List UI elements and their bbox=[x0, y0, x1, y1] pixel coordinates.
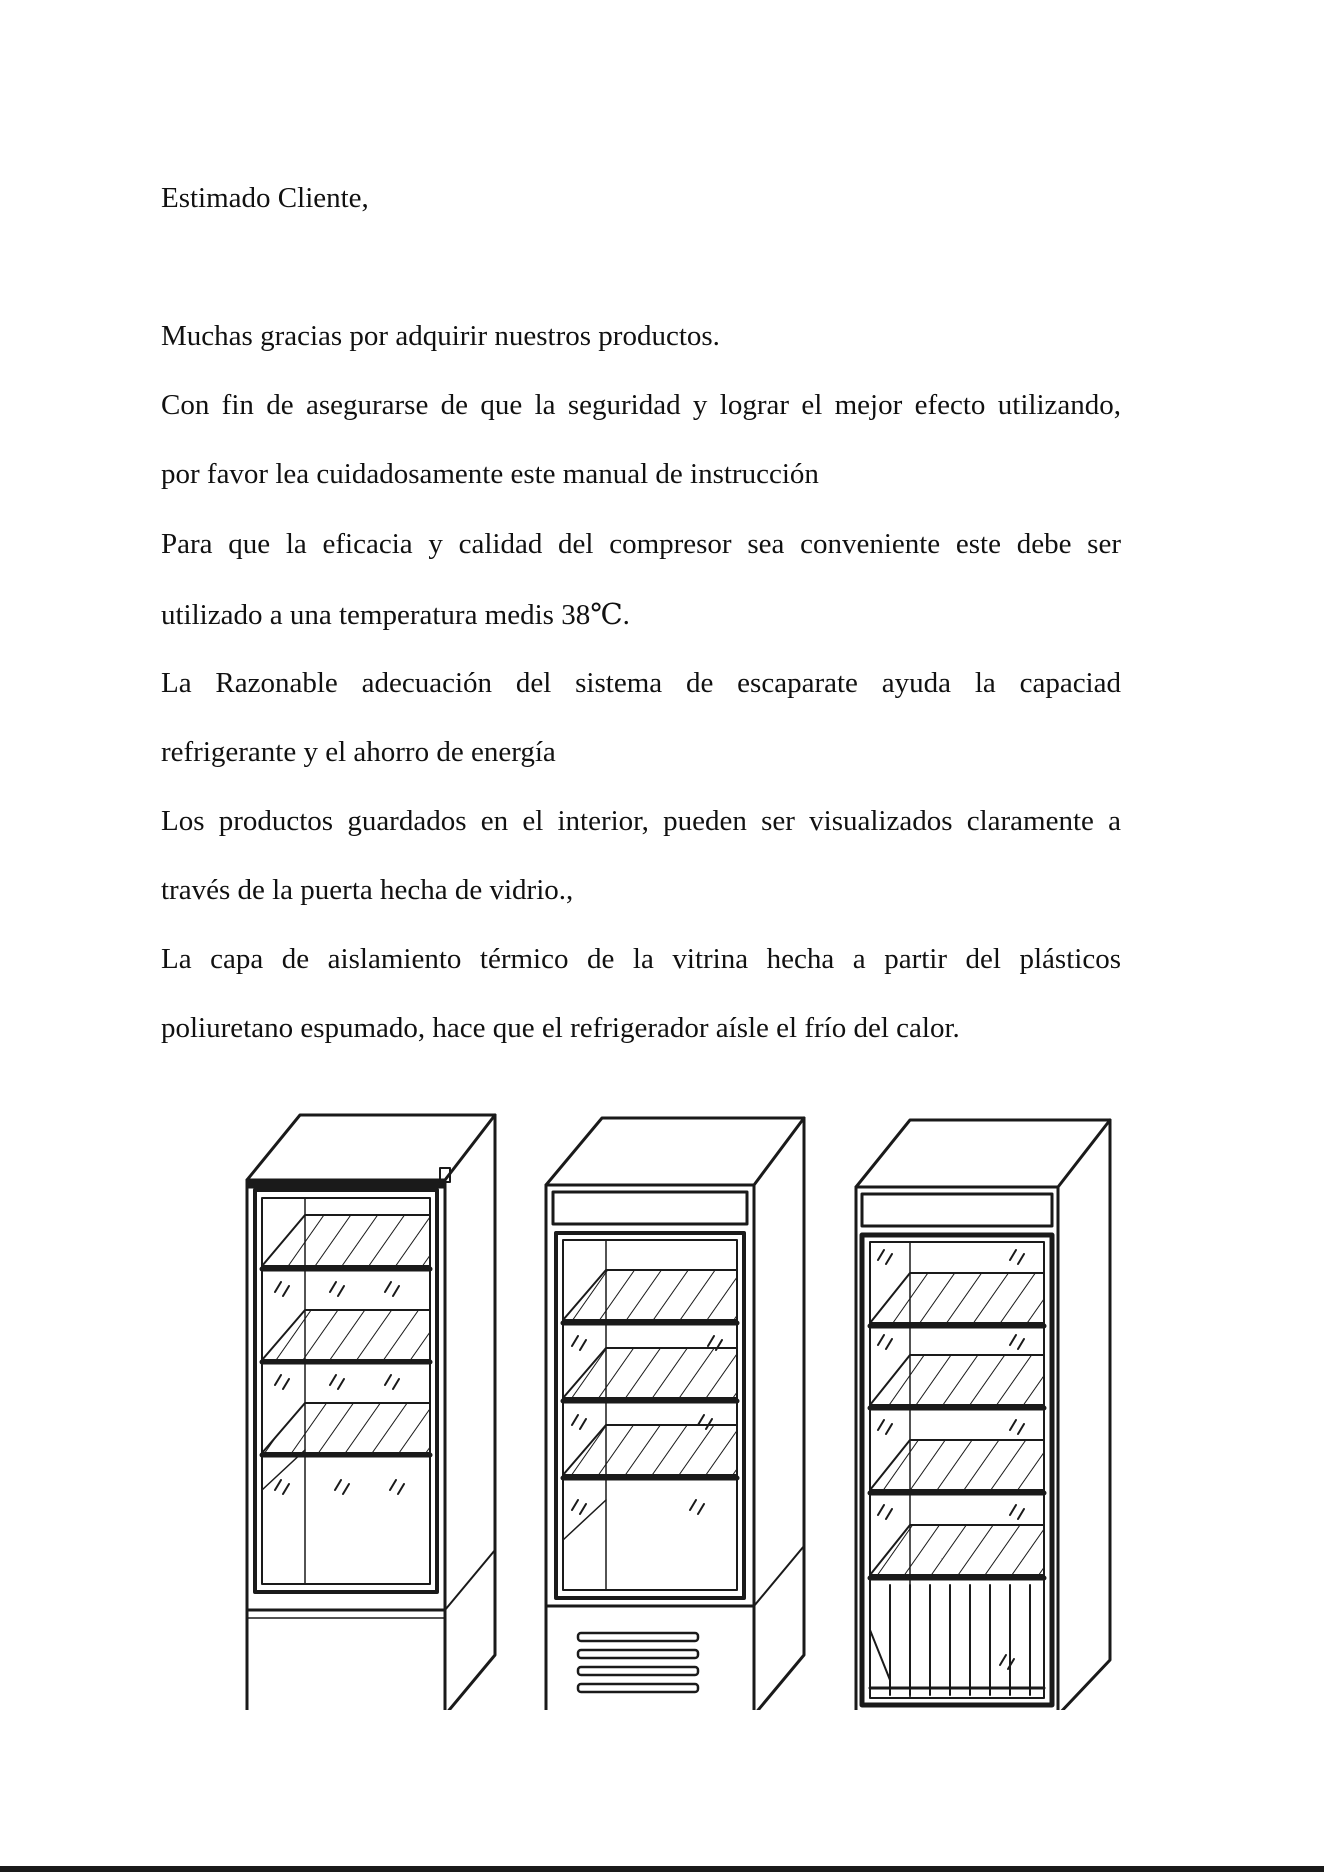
paragraph-line-8: Los productos guardados en el interior, pueden ser visualizados claramente a bbox=[161, 805, 1121, 837]
paragraph-line-11: poliuretano espumado, hace que el refrigerador aísle el frío del calor. bbox=[161, 1012, 960, 1044]
paragraph-line-2: Con fin de asegurarse de que la seguridad y lograr el mejor efecto utilizando, bbox=[161, 389, 1121, 421]
display-cooler-model-1 bbox=[247, 1115, 495, 1710]
paragraph-line-9: través de la puerta hecha de vidrio., bbox=[161, 874, 574, 906]
display-cooler-model-2 bbox=[546, 1118, 804, 1710]
refrigerator-illustration bbox=[210, 1070, 1160, 1710]
paragraph-line-5: utilizado a una temperatura medis 38℃. bbox=[161, 599, 630, 631]
paragraph-line-4: Para que la eficacia y calidad del compresor sea conveniente este debe ser bbox=[161, 528, 1121, 560]
paragraph-line-1: Muchas gracias por adquirir nuestros productos. bbox=[161, 320, 720, 352]
page-bottom-rule bbox=[0, 1866, 1324, 1872]
display-cooler-model-3 bbox=[856, 1120, 1110, 1710]
greeting: Estimado Cliente, bbox=[161, 182, 369, 214]
paragraph-line-6: La Razonable adecuación del sistema de escaparate ayuda la capaciad bbox=[161, 667, 1121, 699]
paragraph-line-7: refrigerante y el ahorro de energía bbox=[161, 736, 556, 768]
paragraph-line-3: por favor lea cuidadosamente este manual de instrucción bbox=[161, 458, 819, 490]
paragraph-line-10: La capa de aislamiento térmico de la vitrina hecha a partir del plásticos bbox=[161, 943, 1121, 975]
